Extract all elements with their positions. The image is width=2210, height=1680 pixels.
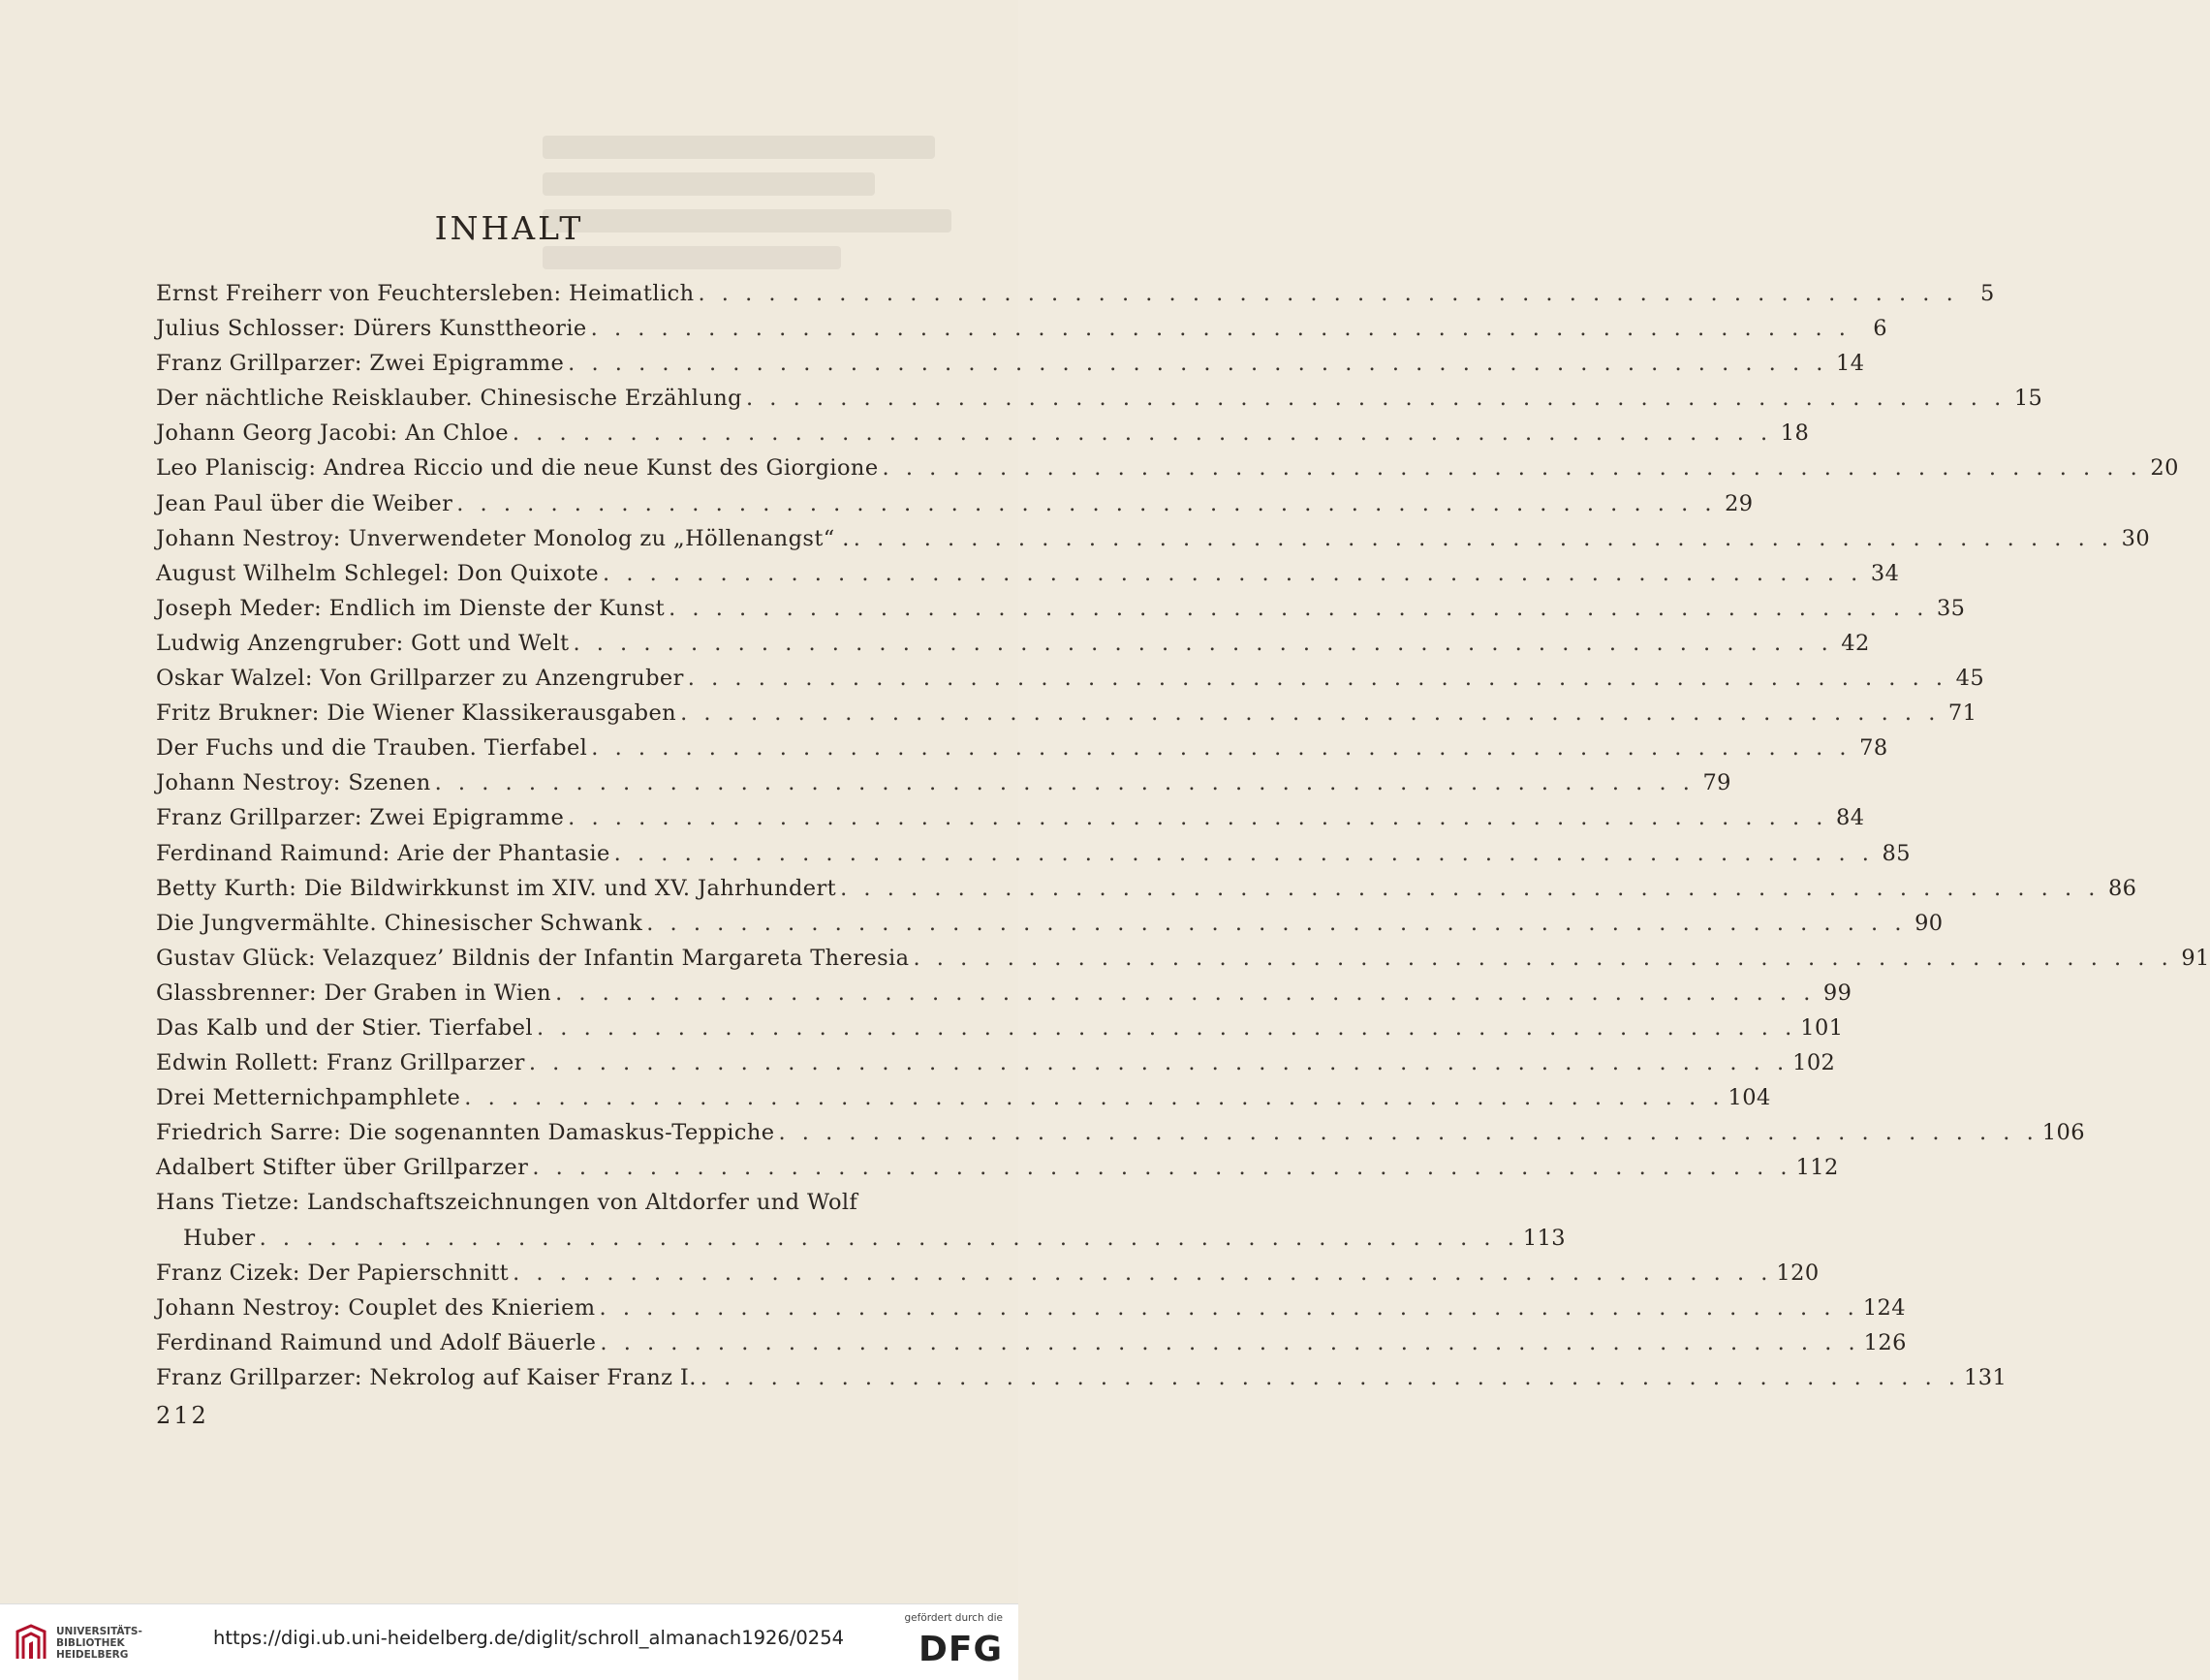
dot-leader <box>587 735 1854 761</box>
dot-leader <box>431 770 1698 795</box>
toc-entry <box>156 840 1911 876</box>
dot-leader <box>610 841 1878 866</box>
toc-entry-title: Betty Kurth: Die Bildwirkkunst im XIV. und XV. Jahrhundert <box>156 875 837 901</box>
toc-entry <box>156 1120 2085 1155</box>
toc-entry-title: Der Fuchs und die Trauben. Tierfabel <box>156 735 588 762</box>
toc-entry-page: 78 <box>1859 735 1888 762</box>
toc-entry <box>156 386 2043 420</box>
toc-entry-page: 34 <box>1870 560 1900 586</box>
toc-entry <box>156 420 1810 455</box>
toc-entry-title: Edwin Rollett: Franz Grillparzer <box>156 1050 525 1076</box>
toc-entry <box>156 980 1852 1015</box>
dot-leader <box>694 281 1961 306</box>
dot-leader <box>528 1155 1795 1180</box>
toc-entry-title: Leo Planiscig: Andrea Riccio und die neue Kunst des Giorgione <box>156 455 879 482</box>
toc-entry <box>156 1329 1907 1365</box>
toc-entry-page: 14 <box>1836 351 1865 377</box>
dot-leader <box>587 316 1854 341</box>
toc-entry-page: 79 <box>1702 770 1731 796</box>
toc-entry-page: 20 <box>2150 455 2179 482</box>
toc-entry-page: 120 <box>1776 1260 1820 1286</box>
toc-entry-page: 99 <box>1822 980 1852 1006</box>
toc-entry-title: August Wilhelm Schlegel: Don Quixote <box>156 560 600 586</box>
toc-entry-title: Franz Grillparzer: Zwei Epigramme <box>156 805 565 831</box>
dot-leader <box>452 491 1720 516</box>
library-name <box>56 1626 142 1661</box>
dot-leader <box>742 386 2009 411</box>
toc-entry-page: 84 <box>1836 805 1865 831</box>
toc-entry <box>156 351 1865 386</box>
toc-entry-page: 29 <box>1725 490 1754 516</box>
toc-entry-page: 126 <box>1863 1329 1907 1355</box>
toc-entry-page: 90 <box>1914 910 1944 936</box>
toc-entry-title: Das Kalb und der Stier. Tierfabel <box>156 1014 533 1041</box>
library-name-line: HEIDELBERG <box>56 1649 129 1661</box>
toc-entry <box>156 560 1900 596</box>
library-name-line: UNIVERSITÄTS- <box>56 1626 142 1637</box>
toc-entry <box>156 1085 1771 1120</box>
toc-entry-page: 102 <box>1792 1050 1836 1076</box>
dot-leader <box>256 1226 1523 1251</box>
toc-entry-title: Adalbert Stifter über Grillparzer <box>156 1155 529 1181</box>
toc-entry-page: 131 <box>1964 1364 2008 1390</box>
toc-entry-title: Die Jungvermählte. Chinesischer Schwank <box>156 910 643 936</box>
toc-entry-title: Ludwig Anzengruber: Gott und Welt <box>156 630 570 656</box>
page-title: INHALT <box>434 209 584 247</box>
toc-entry-title: Fritz Brukner: Die Wiener Klassikerausgaben <box>156 700 677 727</box>
toc-entry-page: 104 <box>1728 1085 1771 1111</box>
dot-leader <box>599 561 1866 586</box>
toc-entry <box>156 875 2137 911</box>
toc-entry-title: Huber <box>183 1225 256 1251</box>
toc-entry-title: Johann Georg Jacobi: An Chloe <box>156 420 509 447</box>
toc-entry-page: 85 <box>1882 840 1911 866</box>
toc-entry-title: Friedrich Sarre: Die sogenannten Damaskus-Teppiche <box>156 1120 775 1146</box>
toc-entry <box>156 1014 1844 1050</box>
viewer-footer <box>0 1603 1018 1680</box>
dot-leader <box>642 911 1910 936</box>
toc-entry <box>156 1155 1839 1190</box>
toc-entry <box>156 281 1995 316</box>
toc-entry-title: Johann Nestroy: Unverwendeter Monolog zu „Höllenangst“ . <box>156 525 850 551</box>
toc-entry <box>156 595 1966 631</box>
toc-entry-title: Jean Paul über die Weiber <box>156 490 453 516</box>
dot-leader <box>909 946 2176 971</box>
dot-leader <box>676 700 1944 726</box>
toc-entry-page: 106 <box>2041 1120 2085 1146</box>
dot-leader <box>533 1015 1800 1041</box>
toc-entry-page: 101 <box>1800 1014 1844 1041</box>
toc-entry <box>156 490 1754 526</box>
toc-entry <box>156 1294 1906 1330</box>
dot-leader <box>551 980 1819 1006</box>
toc-entry-title: Glassbrenner: Der Graben in Wien <box>156 980 552 1006</box>
toc-entry-title: Ernst Freiherr von Feuchtersleben: Heimatlich <box>156 281 695 306</box>
dot-leader <box>774 1120 2041 1145</box>
toc-entry-page: 18 <box>1780 420 1810 447</box>
toc-entry-page: 30 <box>2121 525 2151 551</box>
toc-entry <box>156 1225 1567 1260</box>
dot-leader <box>525 1050 1792 1075</box>
toc-entry <box>156 455 2179 490</box>
toc-entry-title: Oskar Walzel: Von Grillparzer zu Anzengruber <box>156 666 684 692</box>
toc-entry-title: Hans Tietze: Landschaftszeichnungen von Altdorfer und Wolf <box>156 1190 858 1216</box>
toc-entry <box>156 525 2151 561</box>
toc-entry-title: Gustav Glück: Velazquez’ Bildnis der Infantin Margareta Theresia <box>156 945 910 971</box>
toc-entry-page: 71 <box>1947 700 1977 727</box>
library-name-line: BIBLIOTHEK <box>56 1637 125 1649</box>
toc-entry-page: 42 <box>1841 630 1870 656</box>
toc-entry <box>156 945 2210 980</box>
toc-entry-title: Johann Nestroy: Couplet des Knieriem <box>156 1294 596 1321</box>
toc-entry-page: 45 <box>1955 666 1985 692</box>
toc-entry <box>156 1190 939 1225</box>
dot-leader <box>564 805 1831 830</box>
toc-entry-page: 35 <box>1936 595 1966 621</box>
permalink-url[interactable]: https://digi.ub.uni-heidelberg.de/diglit/schroll_almanach1926/0254 <box>213 1627 845 1649</box>
toc-entry-page: 113 <box>1522 1225 1567 1251</box>
toc-entry <box>156 700 1977 735</box>
toc-entry-page: 86 <box>2107 875 2137 901</box>
toc-entry-title: Der nächtliche Reisklauber. Chinesische Erzählung <box>156 386 742 412</box>
dot-leader <box>460 1085 1728 1110</box>
ub-heidelberg-logo-icon <box>14 1624 48 1663</box>
toc-entry-title: Drei Metternichpamphlete <box>156 1085 461 1111</box>
toc-entry-title: Johann Nestroy: Szenen <box>156 770 431 796</box>
toc-entry-page: 91 <box>2181 945 2210 971</box>
toc-entry <box>156 805 1865 840</box>
dot-leader <box>596 1295 1863 1321</box>
toc-entry <box>156 1050 1836 1085</box>
dot-leader <box>564 351 1831 376</box>
toc-entry <box>156 1260 1820 1295</box>
toc-entry-title: Franz Grillparzer: Zwei Epigramme <box>156 351 565 377</box>
dot-leader <box>836 876 2103 901</box>
toc-entry-title: Franz Cizek: Der Papierschnitt <box>156 1260 510 1286</box>
toc-entry <box>156 910 1944 946</box>
toc-entry-title: Franz Grillparzer: Nekrolog auf Kaiser Franz I. <box>156 1364 697 1390</box>
dot-leader <box>509 420 1776 446</box>
toc-entry-page: 112 <box>1795 1155 1839 1181</box>
dot-leader <box>596 1330 1863 1355</box>
toc-entry-title: Joseph Meder: Endlich im Dienste der Kunst <box>156 595 666 621</box>
dot-leader <box>879 455 2146 481</box>
toc-entry <box>156 1364 2008 1400</box>
toc-entry-title: Ferdinand Raimund: Arie der Phantasie <box>156 840 610 866</box>
dot-leader <box>684 666 1951 691</box>
toc-entry-page: 15 <box>2013 386 2043 412</box>
dfg-logo: DFG <box>918 1630 1003 1669</box>
toc-entry-page: 5 <box>1980 281 1995 306</box>
dot-leader <box>509 1260 1776 1286</box>
table-of-contents <box>156 281 2210 1400</box>
toc-entry <box>156 770 1731 805</box>
dot-leader <box>850 526 2117 551</box>
funding-note: gefördert durch die <box>904 1612 1003 1624</box>
toc-entry <box>156 666 1985 700</box>
page-number: 212 <box>156 1402 209 1429</box>
dot-leader <box>697 1365 1964 1390</box>
toc-entry-page: 6 <box>1873 316 1887 342</box>
toc-entry-title: Julius Schlosser: Dürers Kunsttheorie <box>156 316 587 342</box>
toc-entry-title: Ferdinand Raimund und Adolf Bäuerle <box>156 1329 597 1355</box>
dot-leader <box>569 631 1836 656</box>
toc-entry <box>156 316 1887 351</box>
dot-leader <box>665 596 1932 621</box>
toc-entry <box>156 630 1870 666</box>
toc-entry-page: 124 <box>1862 1294 1906 1321</box>
toc-entry <box>156 735 1888 770</box>
